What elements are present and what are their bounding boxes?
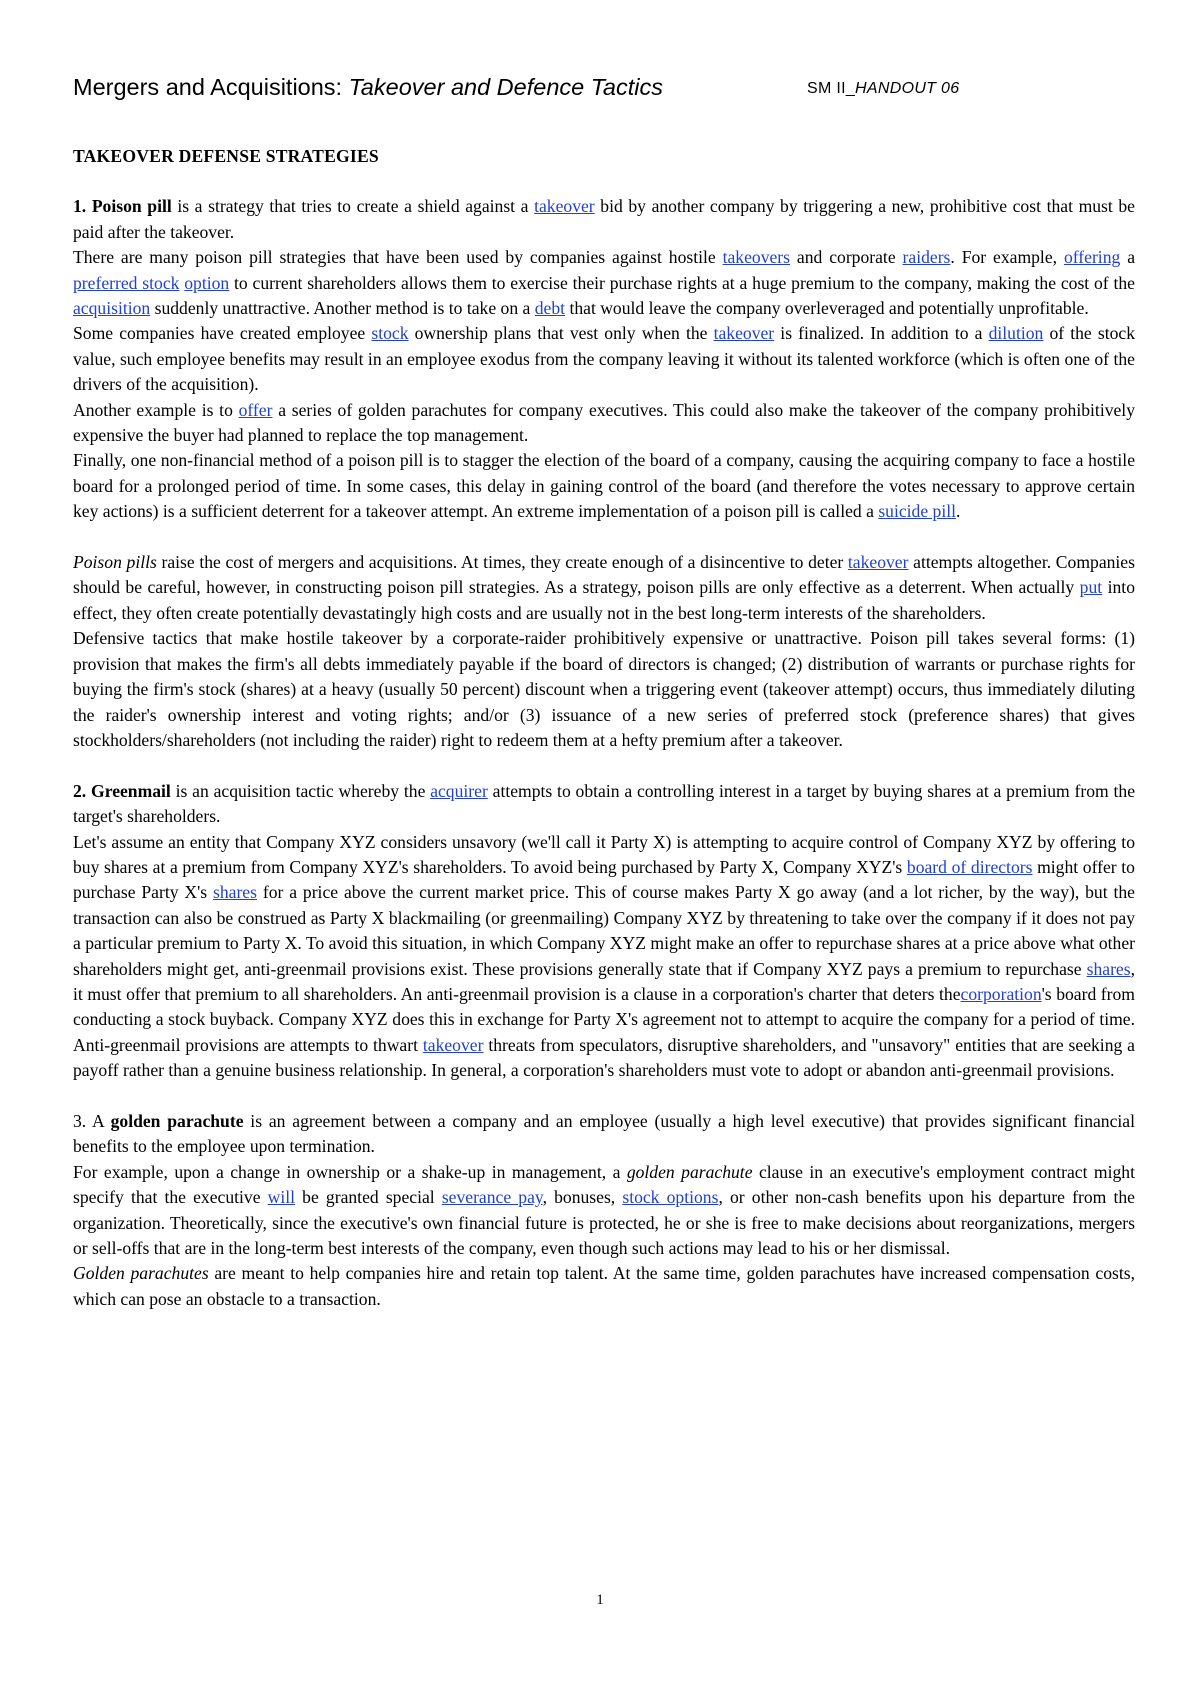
golden-parachute-para-2: For example, upon a change in ownership or a shake-up in management, a golden parachute clause in an executive's employment contract might specify that the executive will be granted special severance pay, bonuses, stock options, or other non-cash benefits upon his departure from the organization. Theoretically, since the executive's own financial future is protected, he or she is free to make decisions about reorganizations, mergers or sell-offs that are in the long-term best interests of the company, even though such actions may lead to his or her dismissal. (73, 1161, 1135, 1259)
link-shares[interactable]: shares (1086, 958, 1131, 979)
poison-pill-para-5: Finally, one non-financial method of a poison pill is to stagger the election of the board of a company, causing the acquiring company to face a hostile board for a prolonged period of time. In some cases, this delay in gaining control of the board (and therefore the votes necessary to approve certain key actions) is a sufficient deterrent for a takeover attempt. An extreme implementation of a poison pill is called a suicide pill. (73, 450, 1135, 522)
greenmail-para-2: Let's assume an entity that Company XYZ considers unsavory (we'll call it Party X) is attempting to acquire control of Company XYZ by offering to buy shares at a premium from Company XYZ's shareholders. To avoid being purchased by Party X, Company XYZ's board of directors might offer to purchase Party X's shares for a price above the current market price. This of course makes Party X go away (and a lot richer, by the way), but the transaction can also be construed as Party X blackmailing (or greenmailing) Company XYZ by threatening to take over the company if it does not pay a particular premium to Party X. To avoid this situation, in which Company XYZ might make an offer to repurchase shares at a price above what other shareholders might get, anti-greenmail provisions exist. These provisions generally state that if Company XYZ pays a premium to repurchase shares, it must offer that premium to all shareholders. An anti-greenmail provision is a clause in a corporation's charter that deters thecorporation's board from conducting a stock buyback. Company XYZ does this in exchange for Party X's agreement not to attempt to acquire the company for a period of time. Anti-greenmail provisions are attempts to thwart takeover threats from speculators, disruptive shareholders, and "unsavory" entities that are seeking a payoff rather than a genuine business relationship. In general, a corporation's shareholders must vote to adopt or abandon anti-greenmail provisions. (73, 831, 1135, 1081)
link-takeover[interactable]: takeover (534, 196, 595, 217)
link-stock[interactable]: stock (371, 323, 409, 344)
link-suicide-pill[interactable]: suicide pill (878, 501, 957, 522)
document-title: Mergers and Acquisitions: Takeover and Defence Tactics (73, 74, 664, 100)
page-number: 1 (596, 1592, 604, 1608)
paragraph-gap (73, 753, 1135, 778)
link-preferred-stock[interactable]: preferred stock (73, 272, 180, 293)
page-header (73, 74, 1135, 114)
poison-pill-para-6: Poison pills raise the cost of mergers and acquisitions. At times, they create enough of a disincentive to deter takeover attempts altogether. Companies should be careful, however, in constructing poison pill strategies. As a strategy, poison pills are only effective as a deterrent. When actually put into effect, they often create potentially devastatingly high costs and are usually not in the best long-term interests of the shareholders. (73, 552, 1135, 623)
poison-pill-para-2: There are many poison pill strategies that have been used by companies against hostile takeovers and corporate raiders. For example, offering a preferred stock option to current shareholders allows them to exercise their purchase rights at a huge premium to the company, making the cost of the acquisition suddenly unattractive. Another method is to take on a debt that would leave the company overleveraged and potentially unprofitable. (73, 247, 1136, 319)
poison-pill-para-4: Another example is to offer a series of golden parachutes for company executives. This could also make the takeover of the company prohibitively expensive the buyer had planned to replace the top management. (73, 399, 1135, 446)
link-acquisition[interactable]: acquisition (73, 298, 151, 319)
paragraph-gap (73, 525, 1135, 550)
paragraph-gap (73, 1084, 1135, 1109)
poison-pill-para-1: 1. Poison pill is a strategy that tries to create a shield against a takeover bid by another company by triggering a new, prohibitive cost that must be paid after the takeover. (73, 196, 1135, 242)
link-put[interactable]: put (1079, 577, 1103, 598)
link-shares[interactable]: shares (213, 882, 257, 903)
link-takeovers[interactable]: takeovers (722, 247, 791, 268)
link-acquirer[interactable]: acquirer (430, 780, 488, 801)
document-body (73, 144, 1135, 1312)
link-offering[interactable]: offering (1063, 247, 1121, 268)
link-corporation[interactable]: corporation (960, 983, 1042, 1004)
link-debt[interactable]: debt (534, 298, 566, 319)
link-will[interactable]: will (267, 1187, 296, 1208)
link-takeover[interactable]: takeover (713, 323, 775, 344)
link-board-of-directors[interactable]: board of directors (906, 856, 1033, 877)
link-option[interactable]: option (184, 272, 230, 293)
poison-pill-term: Poison pill (91, 196, 172, 217)
link-raiders[interactable]: raiders (902, 247, 951, 268)
poison-pill-para-7: Defensive tactics that make hostile takeover by a corporate-raider prohibitively expensive or unattractive. Poison pill takes several forms: (1) provision that makes the firm's all debts immediately payable if the board of directors is changed; (2) distribution of warrants or purchase rights for buying the firm's stock (shares) at a heavy (usually 50 percent) discount when a triggering event (takeover attempt) occurs, thus immediately diluting the raider's ownership interest and voting rights; and/or (3) issuance of a new series of preferred stock (preference shares) that gives stockholders/shareholders (not including the raider) right to redeem them at a hefty premium after a takeover. (73, 628, 1135, 750)
section-heading: TAKEOVER DEFENSE STRATEGIES (73, 146, 379, 166)
golden-parachute-para-1: 3. A golden parachute is an agreement between a company and an employee (usually a high level executive) that provides significant financial benefits to the employee upon termination. (73, 1110, 1135, 1157)
link-dilution[interactable]: dilution (988, 323, 1044, 344)
link-takeover[interactable]: takeover (847, 552, 909, 573)
poison-pill-para-3: Some companies have created employee stock ownership plans that vest only when the takeover is finalized. In addition to a dilution of the stock value, such employee benefits may result in an employee exodus from the company leaving it without its talented workforce (which is often one of the drivers of the acquisition). (73, 323, 1136, 395)
link-stock-options[interactable]: stock options (622, 1187, 719, 1208)
link-offer[interactable]: offer (238, 399, 273, 420)
golden-parachute-para-3: Golden parachutes are meant to help companies hire and retain top talent. At the same time, golden parachutes have increased compensation costs, which can pose an obstacle to a transaction. (73, 1263, 1135, 1309)
document-page (73, 74, 1135, 1312)
greenmail-term: Greenmail (91, 780, 171, 801)
golden-parachute-term: golden parachute (110, 1110, 244, 1131)
link-takeover[interactable]: takeover (422, 1034, 484, 1055)
link-severance-pay[interactable]: severance pay (441, 1187, 543, 1208)
handout-code: SM II_HANDOUT 06 (807, 80, 960, 97)
greenmail-para-1: 2. Greenmail is an acquisition tactic whereby the acquirer attempts to obtain a controlling interest in a target by buying shares at a premium from the target's shareholders. (73, 780, 1135, 827)
